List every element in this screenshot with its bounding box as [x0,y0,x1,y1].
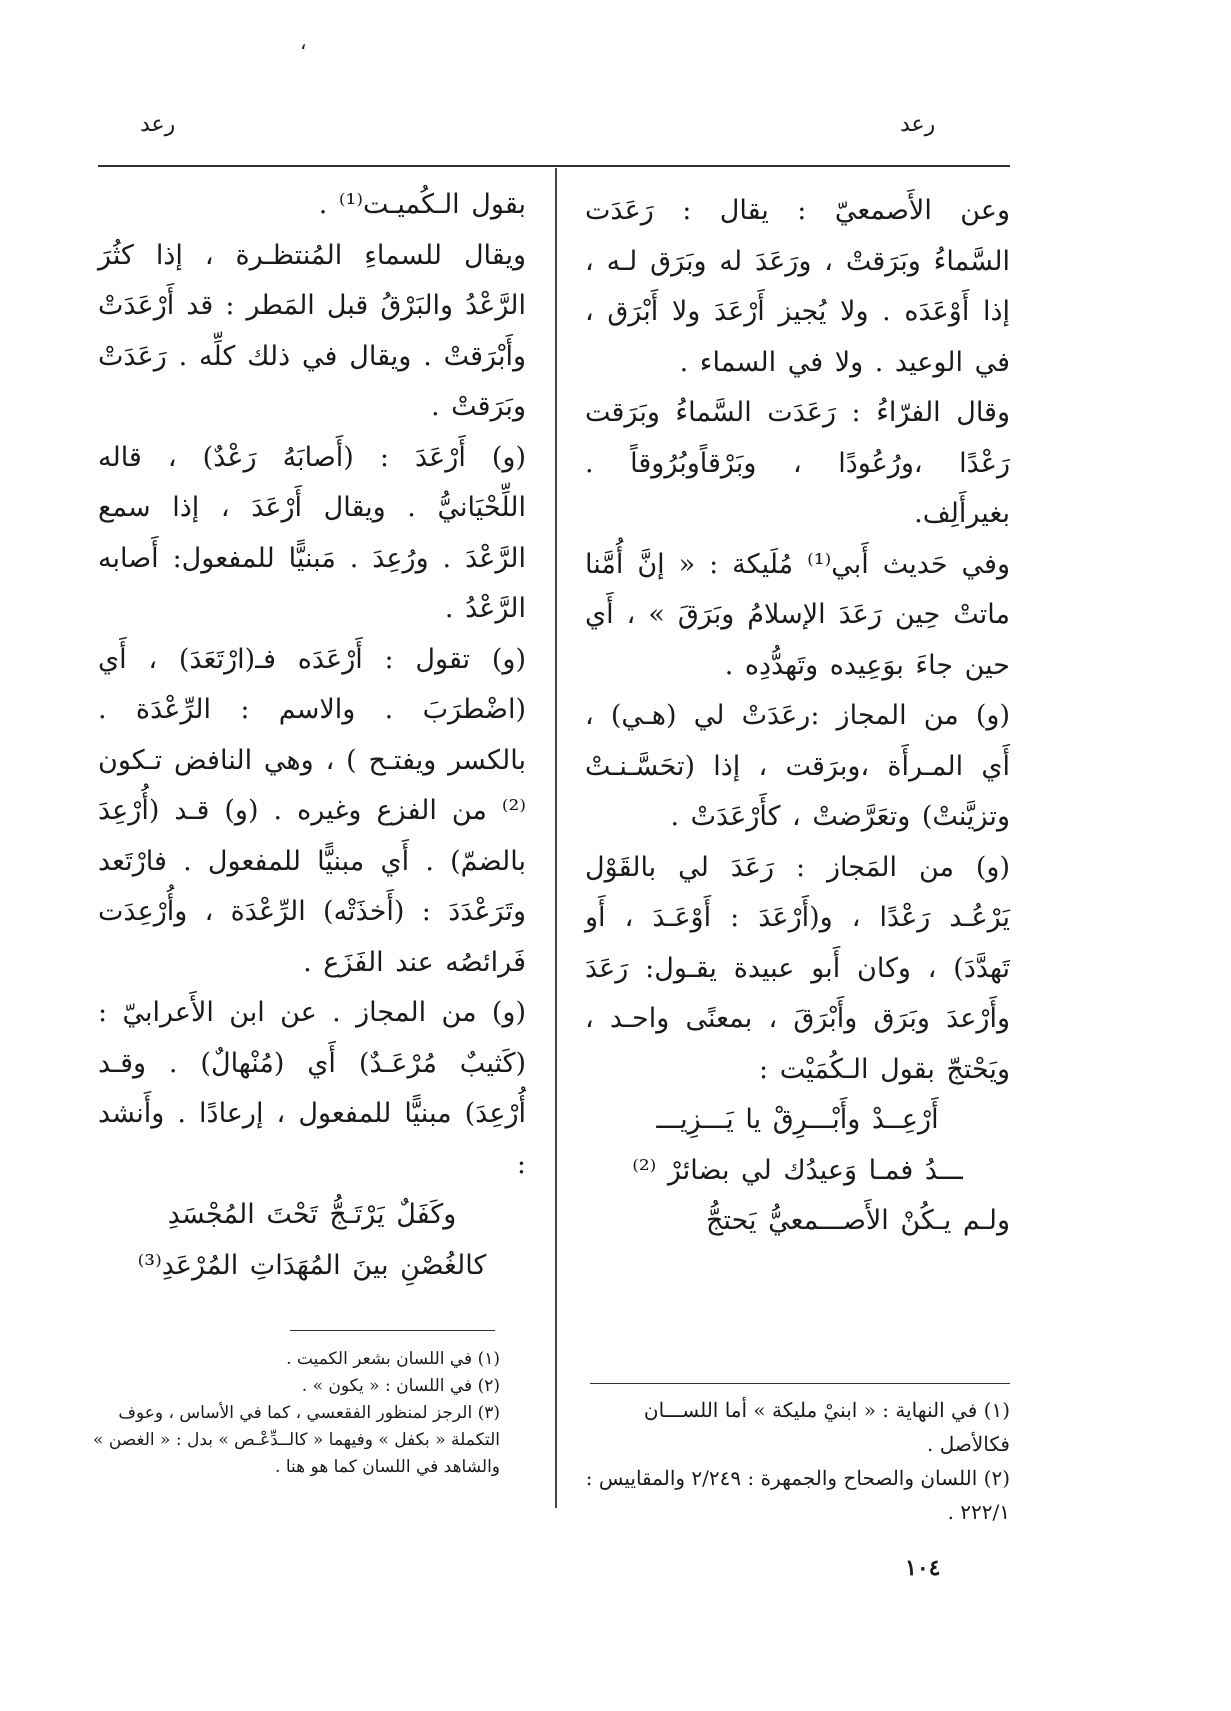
right-column [585,186,1010,1247]
column-divider [555,168,557,1508]
footnote-rule-left [290,1330,495,1331]
entry-paragraph: (و) أَرْعَدَ : (أَصابَهُ رَعْدٌ) ، قاله اللِّحْيَانيُّ . ويقال أَرْعَدَ ، إذا سمع الرَّعْدَ . ورُعِدَ . مَبنيًّا للمفعول: أَصابه الرَّعْدُ . [98,441,526,624]
footnotes-right [585,1393,1010,1529]
verse-line: كالغُصْنِ بينَ المُهَدَاتِ المُرْعَدِ⁽³⁾ [137,1249,487,1281]
header-rule [98,165,1010,167]
footnote-rule-right [590,1383,1010,1384]
footnote: (١) في اللسان بشعر الكميت . [286,1349,500,1369]
footnote: (١) في النهاية : « ابنيْ مليكة » أما اللســـان فكالأصل . [643,1398,1010,1456]
page-number: ١٠٤ [905,1555,941,1581]
running-header-left: رعد [140,112,176,137]
entry-paragraph: وقال الفرّاءُ : رَعَدَت السَّماءُ وبَرَقت رَعْدًا ،ورُعُودًا ، وبَرْقاًوبُرُوقاً . بغيرأَلِف. [585,397,1010,529]
entry-paragraph: ويقال للسماءِ المُنتظـرة ، إذا كثُرَ الرَّعْدُ والبَرْقُ قبل المَطر : قد أَرْعَدَتْ وأَبْرَقتْ . ويقال في ذلك كلِّه . رَعَدَتْ وبَرَقتْ . [98,239,526,422]
left-column [98,180,526,1291]
entry-paragraph: وعن الأَصمعيّ : يقال : رَعَدَت السَّماءُ وبَرَقتْ ، ورَعَدَ له وبَرَق لـه ، إذا أَوْعَدَه . ولا يُجيز أَرْعَدَ ولا أَبْرَق ، في الوعيد . ولا في السماء . [585,195,1010,378]
entry-paragraph: وفي حَديث أَبي⁽¹⁾ مُلَيكة : « إنَّ أُمَّنا ماتتْ حِين رَعَدَ الإسلامُ وبَرَقَ » ، أَي حين جاءَ بوَعِيده وتَهدُّدِه . [585,548,1011,681]
entry-paragraph: (و) من المجاز :رعَدَتْ لي (هـي) ، أَي المـرأَة ،وبرَقت ، إذا (تحَسَّـنـتْ وتزيَّنتْ) وتعَرَّضتْ ، كأَرْعَدَتْ . [585,700,1010,832]
top-mark: ، [300,30,307,54]
verse-line: أَرْعِــدْ وأَبْـــرِقْ يا يَـــزِيـــ [656,1104,939,1135]
entry-paragraph: (و) تقول : أَرْعَدَه فـ(ارْتَعَدَ) ، أَي (اضْطرَبَ . والاسم : الرِّعْدَة . بالكسر ويفتـح ) ، وهي النافض تـكون ⁽²⁾ من الفزع وغيره . (و) قـد (أُرْعِدَ بالضمّ) . أَي مبنيًّا للمفعول . فارْتَعد وتَرَعْدَدَ : (أَخذَتْه) الرِّعْدَة ، وأُرْعِدَت فَرائصُه عند الفَزَع . [98,643,526,978]
entry-paragraph: بقول الـكُميـت⁽¹⁾ . [318,189,526,220]
footnote: (٢) اللسان والصحاح والجمهرة : ٢/٢٤٩ والمقاييس : ٢٢٢/١ . [585,1466,1010,1524]
verse-line: ـــدُ فمـا وَعيدُك لي بضائرْ ⁽²⁾ [632,1154,963,1186]
running-header-right: رعد [900,112,936,137]
footnotes-left [80,1346,500,1481]
verse-line: وكَفَلٌ يَرْتَـجُّ تَحْتَ المُجْسَدِ [167,1199,457,1230]
entry-paragraph: ولـم يـكُنْ الأَصـــمعيُّ يَحتجُّ [706,1205,1010,1236]
footnote: (٢) في اللسان : « يكون » . [301,1376,500,1396]
entry-paragraph: (و) من المَجاز : رَعَدَ لي بالقَوْل يَرْعُـد رَعْدًا ، و(أَرْعَدَ : أَوْعَـدَ ، أَو تَهدَّدَ) ، وكان أَبو عبيدة يقـول: رَعَدَ وأَرْعدَ وبَرَق وأَبْرَقَ ، بمعنًى واحـد ، ويَحْتجّ بقول الـكُمَيْت : [585,851,1010,1085]
footnote: (٣) الرجز لمنظور الفقعسي ، كما في الأساس ، وعوف التكملة « بكفل » وفيهما « كالــدِّعْـص » بدل : « الغصن » والشاهد في اللسان كما هو هنا . [93,1403,500,1477]
entry-paragraph: (و) من المجاز . عن ابن الأَعرابيّ : (كَثيبٌ مُرْعَـدٌ) أَي (مُنْهالٌ) . وقـد أُرْعِدَ) مبنيًّا للمفعول ، إرعادًا . وأَنشد : [98,997,526,1180]
